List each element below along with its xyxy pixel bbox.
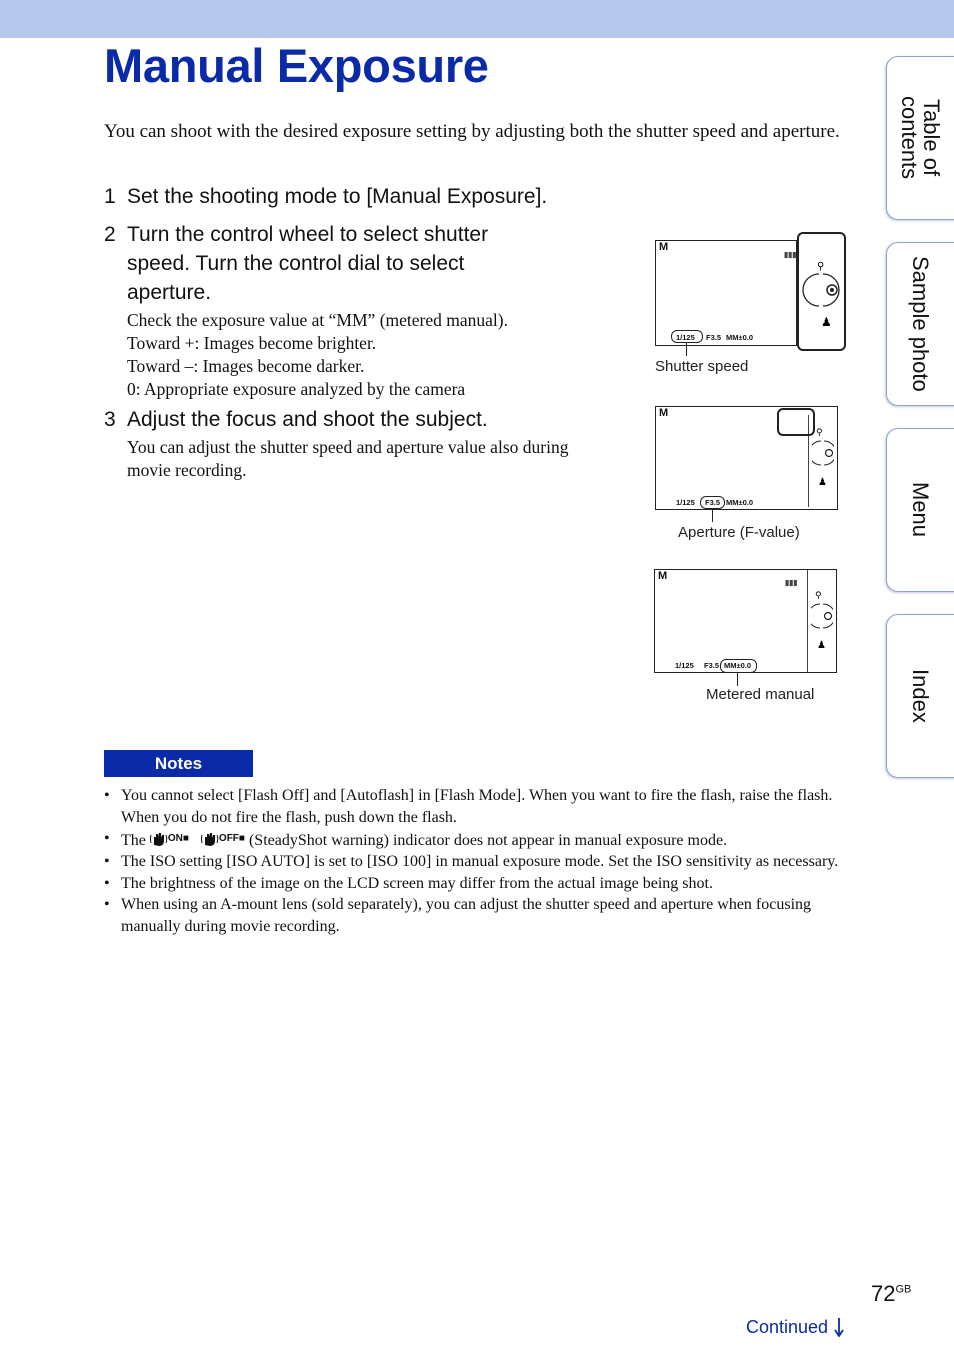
shutter-value: 1/125: [676, 333, 695, 342]
tab-sample-photo[interactable]: [886, 242, 954, 406]
list-item: • You cannot select [Flash Off] and [Autoflash] in [Flash Mode]. When you want to fire the flash, raise the flash. When you do not fire the flash, push down the flash.: [104, 785, 854, 828]
figure-caption: Shutter speed: [655, 358, 749, 375]
highlight-dial: [777, 408, 815, 436]
aperture-value: F3.5: [706, 333, 722, 342]
tab-label: Table of contents: [897, 96, 944, 180]
notes-label: Notes: [104, 750, 253, 777]
note-text: (SteadyShot warning) indicator does not appear in manual exposure mode.: [248, 831, 728, 849]
svg-text:⚲: ⚲: [817, 261, 825, 272]
continued-label: Continued: [746, 1317, 829, 1337]
header-bar: [0, 0, 954, 38]
figure-caption: Aperture (F-value): [678, 524, 800, 541]
leader-line: [737, 672, 738, 686]
figure-caption: Metered manual: [706, 686, 815, 703]
control-wheel-icon: [812, 423, 834, 495]
aperture-value: F3.5: [705, 498, 721, 507]
step-number: 1: [104, 185, 116, 208]
leader-line: [712, 508, 713, 522]
page-number-value: 72: [871, 1281, 896, 1306]
shutter-value: 1/125: [676, 498, 695, 507]
svg-text:♟: ♟: [818, 477, 827, 488]
lcd-screen: [654, 569, 837, 673]
list-item: [104, 828, 854, 851]
exposure-scale-icon: ▮▮▮: [784, 250, 797, 259]
control-wheel-panel: [797, 232, 846, 351]
mode-label: M: [658, 570, 668, 582]
page-number: [871, 1281, 911, 1307]
arrow-down-icon: [833, 1317, 845, 1337]
tab-label: Index: [908, 669, 933, 723]
note-text: The: [121, 831, 146, 849]
control-wheel-icon: [799, 234, 844, 349]
tab-index[interactable]: [886, 614, 954, 778]
step-3-details: [127, 436, 577, 482]
detail-line: Toward +: Images become brighter.: [127, 333, 377, 353]
mode-label: M: [659, 241, 669, 253]
highlight-shutter: [671, 330, 703, 343]
step-text: Set the shooting mode to [Manual Exposure].: [127, 185, 548, 208]
svg-text:♟: ♟: [821, 315, 832, 329]
svg-text:♟: ♟: [817, 640, 826, 651]
tab-label: Menu: [908, 482, 933, 538]
step-2: [104, 220, 534, 307]
exposure-scale-icon: ▮▮▮: [785, 578, 798, 587]
leader-line: [686, 342, 687, 356]
list-item: • The brightness of the image on the LCD screen may differ from the actual image being shot.: [104, 873, 854, 895]
step-1: [104, 182, 547, 211]
list-item: • The ISO setting [ISO AUTO] is set to [ISO 100] in manual exposure mode. Set the ISO sensitivity as necessary.: [104, 851, 854, 873]
mm-value: MM±0.0: [726, 333, 754, 342]
icon-off-text: OFF: [218, 833, 239, 844]
shutter-value: 1/125: [675, 661, 694, 670]
control-wheel-icon: [811, 586, 833, 658]
steadyshot-off-icon: OFF ■: [201, 828, 245, 850]
aperture-value: F3.5: [704, 661, 720, 670]
step-number: 2: [104, 223, 116, 246]
tab-label: Sample photo: [908, 256, 933, 392]
mm-value: MM±0.0: [726, 498, 754, 507]
detail-line: Toward –: Images become darker.: [127, 356, 365, 376]
detail-line: 0: Appropriate exposure analyzed by the camera: [127, 379, 466, 399]
list-item: • When using an A-mount lens (sold separately), you can adjust the shutter speed and aperture when focusing manually during movie recording.: [104, 894, 854, 937]
step-3: [104, 405, 488, 434]
step-text: Turn the control wheel to select shutter speed. Turn the control dial to select aperture.: [127, 223, 489, 304]
icon-on-text: ON: [167, 833, 183, 844]
step-2-details: [127, 309, 508, 401]
steadyshot-on-icon: ON ■: [150, 828, 189, 850]
intro-text: You can shoot with the desired exposure setting by adjusting both the shutter speed and aperture.: [104, 121, 840, 142]
svg-text:⚲: ⚲: [816, 428, 823, 438]
continued-link[interactable]: [746, 1317, 845, 1338]
detail-line: You can adjust the shutter speed and aperture value also during movie recording.: [127, 437, 569, 480]
mm-value: MM±0.0: [724, 661, 752, 670]
mode-label: M: [659, 407, 669, 419]
detail-line: Check the exposure value at “MM” (metered manual).: [127, 310, 508, 330]
tab-table-of-contents[interactable]: [886, 56, 954, 220]
svg-text:⚲: ⚲: [815, 591, 822, 601]
highlight-mm: [720, 659, 757, 673]
step-number: 3: [104, 408, 116, 431]
step-text: Adjust the focus and shoot the subject.: [127, 408, 488, 431]
tab-menu[interactable]: [886, 428, 954, 592]
notes-list: [104, 785, 854, 937]
side-strip: [807, 570, 808, 672]
page-number-suffix: GB: [895, 1283, 912, 1296]
page-title: Manual Exposure: [104, 39, 489, 92]
